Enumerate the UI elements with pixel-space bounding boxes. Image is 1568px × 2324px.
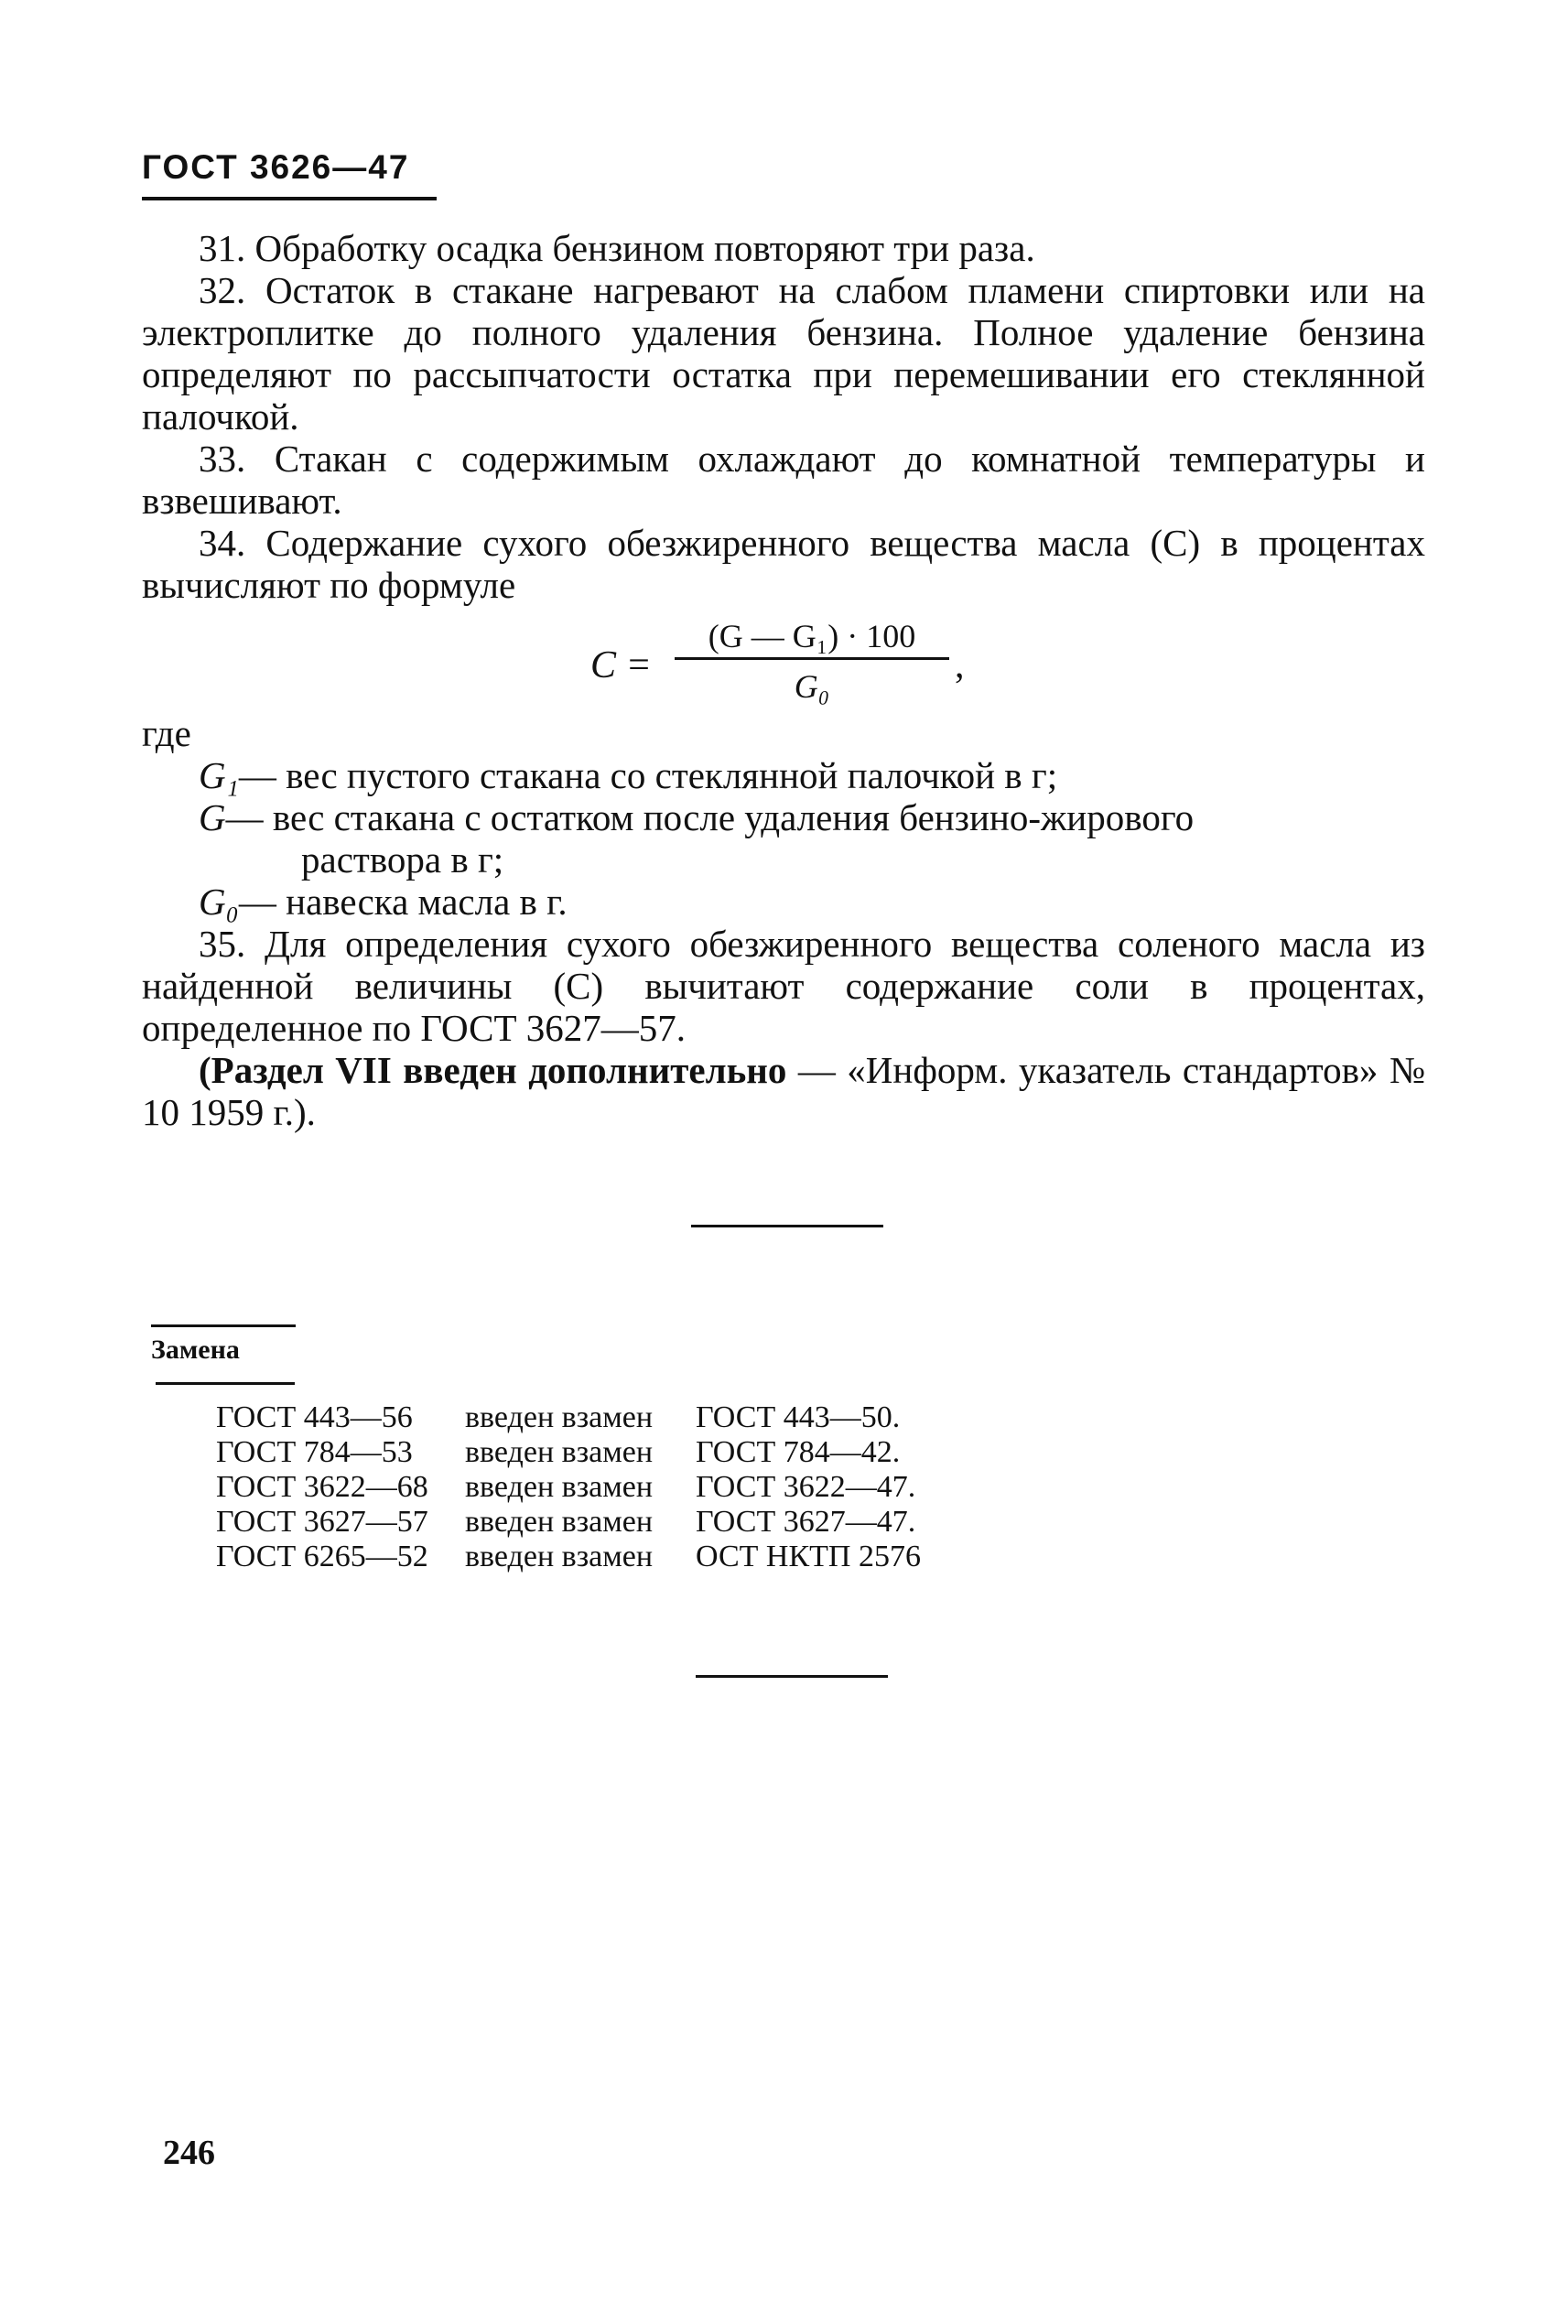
document-header: ГОСТ 3626—47: [142, 148, 410, 186]
replacement-row: [216, 1540, 921, 1574]
replacement-new: ГОСТ 6265—52: [216, 1540, 428, 1573]
definition-text: — вес пустого стакана со стеклянной палочкой в г;: [238, 754, 1058, 796]
replacement-verb: введен взамен: [465, 1400, 654, 1434]
replacement-row: [216, 1400, 921, 1435]
replacement-old: ГОСТ 784—42.: [696, 1435, 901, 1469]
replacement-old: ГОСТ 3627—47.: [696, 1505, 916, 1539]
replacement-list: [216, 1400, 921, 1574]
definition-symbol: G₁: [199, 754, 239, 796]
replacement-top-rule: [151, 1324, 296, 1327]
replacement-new: ГОСТ 3622—68: [216, 1470, 428, 1504]
section-divider-2: [696, 1675, 888, 1678]
section-divider-1: [691, 1225, 883, 1227]
definition-text: — навеска масла в г.: [238, 881, 568, 923]
definition-symbol: G₀: [199, 881, 239, 923]
replacement-row: [216, 1435, 921, 1470]
paragraph-35: 35. Для определения сухого обезжиренного вещества соленого масла из найденной величины (C) вычитают содержание соли в процентах, определенное по ГОСТ 3627—57.: [142, 923, 1425, 1049]
definition-symbol: G: [199, 796, 226, 838]
replacement-verb: введен взамен: [465, 1540, 654, 1573]
replacement-underline: [156, 1382, 295, 1385]
formula-denominator: G₀: [794, 668, 830, 705]
where-label: где: [142, 712, 191, 754]
replacement-row: [216, 1470, 921, 1505]
definition-g: [142, 796, 1425, 881]
paragraph-34: 34. Содержание сухого обезжиренного вещества масла (C) в процентах вычисляют по формуле: [142, 522, 1425, 606]
formula: [142, 610, 1425, 712]
formula-numerator: (G — G₁) · 100: [708, 618, 916, 654]
replacement-old: ОСТ НКТП 2576: [696, 1540, 921, 1573]
replacement-old: ГОСТ 443—50.: [696, 1400, 901, 1434]
replacement-title: Замена: [151, 1335, 240, 1365]
replacement-old: ГОСТ 3622—47.: [696, 1470, 916, 1504]
formula-comma: ,: [955, 644, 965, 686]
formula-fraction: [675, 615, 949, 708]
replacement-new: ГОСТ 3627—57: [216, 1505, 428, 1539]
amendment-note-bold: (Раздел VII введен дополнительно: [199, 1049, 787, 1091]
replacement-verb: введен взамен: [465, 1470, 654, 1504]
definition-continuation: раствора в г;: [301, 838, 504, 881]
amendment-note: [142, 1049, 1425, 1133]
paragraph-32: 32. Остаток в стакане нагревают на слабом пламени спиртовки или на электроплитке до полного удаления бензина. Полное удаление бензина определяют по рассыпчатости остатка при перемешивании его стеклянной палочкой.: [142, 269, 1425, 438]
definition-g1: [142, 754, 1425, 796]
replacement-verb: введен взамен: [465, 1435, 654, 1469]
paragraph-33: 33. Стакан с содержимым охлаждают до комнатной температуры и взвешивают.: [142, 438, 1425, 522]
replacement-verb: введен взамен: [465, 1505, 654, 1539]
amendment-note-rest: — «Информ. указатель стандартов» № 10 1959 г.).: [142, 1049, 1425, 1133]
definition-g0: [142, 881, 1425, 923]
replacement-new: ГОСТ 443—56: [216, 1400, 413, 1434]
document-body: [142, 227, 1425, 1133]
replacement-new: ГОСТ 784—53: [216, 1435, 413, 1469]
definition-text: — вес стакана с остатком после удаления бензино-жирового: [225, 796, 1195, 838]
header-rule: [142, 197, 437, 200]
formula-lhs: C =: [590, 644, 652, 686]
page-number: 246: [163, 2134, 215, 2172]
fraction-bar: [675, 657, 949, 660]
replacement-row: [216, 1505, 921, 1540]
paragraph-31: 31. Обработку осадка бензином повторяют три раза.: [199, 227, 1035, 269]
